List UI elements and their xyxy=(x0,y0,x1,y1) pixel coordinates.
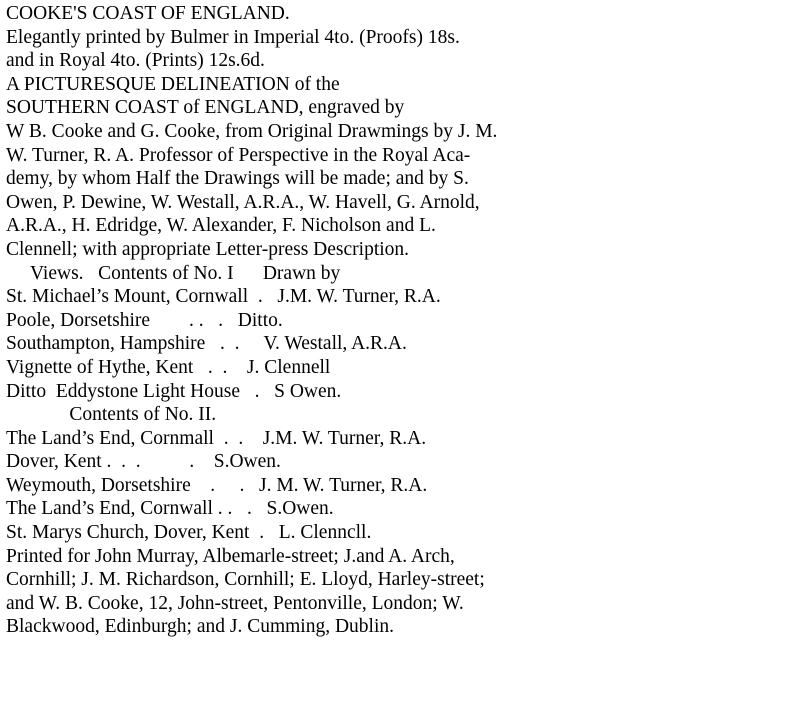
contents-entry: The Land’s End, Cornwall . . . S.Owen. xyxy=(6,498,334,520)
contents-entry: St. Michael’s Mount, Cornwall . J.M. W. Turner, R.A. xyxy=(6,286,441,308)
contents-entry: St. Marys Church, Dover, Kent . L. Clenncll. xyxy=(6,522,372,544)
contents-entry: The Land’s End, Cornmall . . J.M. W. Turner, R.A. xyxy=(6,427,427,449)
imprint-line: Printed for John Murray, Albemarle-street; J.and A. Arch, xyxy=(6,545,455,567)
contents-entry: Vignette of Hythe, Kent . . J. Clennell xyxy=(6,356,331,378)
description-line: A PICTURESQUE DELINEATION of the xyxy=(6,73,340,95)
contents-entry: Southampton, Hampshire . . V. Westall, A.R.A. xyxy=(6,333,407,355)
description-line: W. Turner, R. A. Professor of Perspective in the Royal Aca- xyxy=(6,144,471,166)
price-line-imperial: Elegantly printed by Bulmer in Imperial 4to. (Proofs) 18s. xyxy=(6,26,460,48)
description-line: Clennell; with appropriate Letter-press Description. xyxy=(6,238,410,260)
document-body xyxy=(6,2,786,639)
contents-header-no1: Views. Contents of No. I Drawn by xyxy=(6,262,341,284)
description-line: Owen, P. Dewine, W. Westall, A.R.A., W. Havell, G. Arnold, xyxy=(6,191,480,213)
contents-entry: Ditto Eddystone Light House . S Owen. xyxy=(6,380,342,402)
price-line-royal: and in Royal 4to. (Prints) 12s.6d. xyxy=(6,50,265,72)
contents-header-no2: Contents of No. II. xyxy=(6,404,217,426)
doc-title: COOKE'S COAST OF ENGLAND. xyxy=(6,3,290,24)
description-line: A.R.A., H. Edridge, W. Alexander, F. Nicholson and L. xyxy=(6,215,436,237)
contents-entry: Weymouth, Dorsetshire . . J. M. W. Turner, R.A. xyxy=(6,474,428,496)
description-line: demy, by whom Half the Drawings will be made; and by S. xyxy=(6,168,469,190)
imprint-line: and W. B. Cooke, 12, John-street, Pentonville, London; W. xyxy=(6,592,464,614)
imprint-line: Cornhill; J. M. Richardson, Cornhill; E. Lloyd, Harley-street; xyxy=(6,569,485,591)
description-line: SOUTHERN COAST of ENGLAND, engraved by xyxy=(6,97,405,119)
contents-entry: Poole, Dorsetshire . . . Ditto. xyxy=(6,309,283,331)
description-line: W B. Cooke and G. Cooke, from Original Drawmings by J. M. xyxy=(6,120,498,142)
contents-entry: Dover, Kent . . . . S.Owen. xyxy=(6,451,281,473)
imprint-line: Blackwood, Edinburgh; and J. Cumming, Dublin. xyxy=(6,616,395,638)
